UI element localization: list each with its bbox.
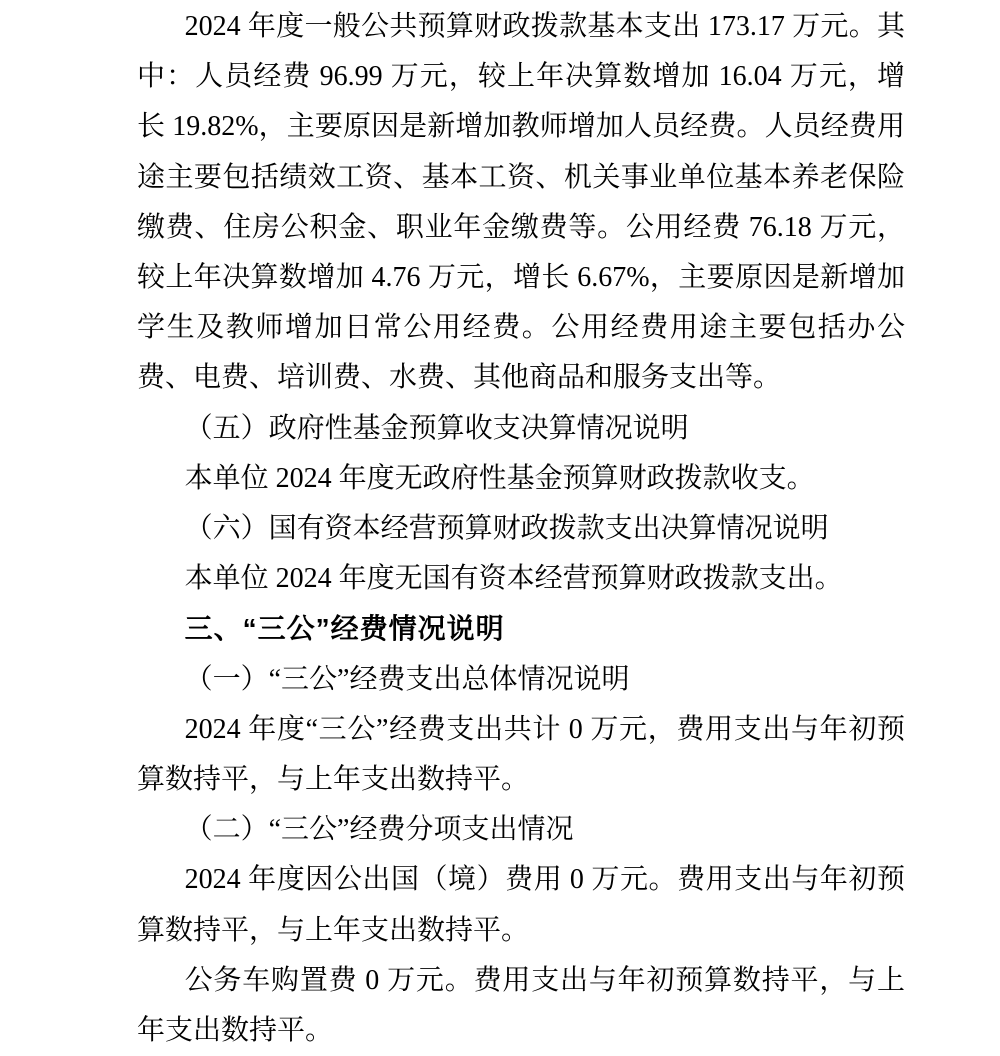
paragraph-three-public-total-expenditure: 2024 年度“三公”经费支出共计 0 万元，费用支出与年初预算数持平，与上年支出数持平。 bbox=[137, 713, 905, 796]
paragraph-overseas-travel-expense: 2024 年度因公出国（境）费用 0 万元。费用支出与年初预算数持平，与上年支出数持平。 bbox=[137, 864, 905, 946]
section-heading-3-three-public-funds: 三、“三公”经费情况说明 bbox=[184, 613, 505, 645]
paragraph-no-state-capital-expenditure: 本单位 2024 年度无国有资本经营预算财政拨款支出。 bbox=[184, 563, 843, 595]
paragraph-official-vehicle-purchase-expense: 公务车购置费 0 万元。费用支出与年初预算数持平，与上年支出数持平。 bbox=[137, 964, 905, 1047]
subsection-heading-5-government-fund-budget: （五）政府性基金预算收支决算情况说明 bbox=[184, 412, 689, 444]
subsection-heading-1-overall-three-public-expenditure: （一）“三公”经费支出总体情况说明 bbox=[184, 663, 630, 695]
paragraph-no-government-fund-budget: 本单位 2024 年度无政府性基金预算财政拨款收支。 bbox=[184, 462, 815, 494]
document-text-block bbox=[137, 2, 905, 1056]
paragraph-general-budget-basic-expenditure: 2024 年度一般公共预算财政拨款基本支出 173.17 万元。其中：人员经费 96.99 万元，较上年决算数增加 16.04 万元，增长 19.82%，主要原因是新增加教师增加人员经费。人员经费用途主要包括绩效工资、基本工资、机关事业单位基本养老保险缴费、住房公积金、职业年金缴费等。公用经费 76.18 万元，较上年决算数增加 4.76 万元，增长 6.67%，主要原因是新增加学生及教师增加日常公用经费。公用经费用途主要包括办公费、电费、培训费、水费、其他商品和服务支出等。 bbox=[137, 11, 905, 394]
subsection-heading-2-itemized-three-public-expenditure: （二）“三公”经费分项支出情况 bbox=[184, 814, 574, 846]
subsection-heading-6-state-capital-budget: （六）国有资本经营预算财政拨款支出决算情况说明 bbox=[184, 513, 829, 545]
